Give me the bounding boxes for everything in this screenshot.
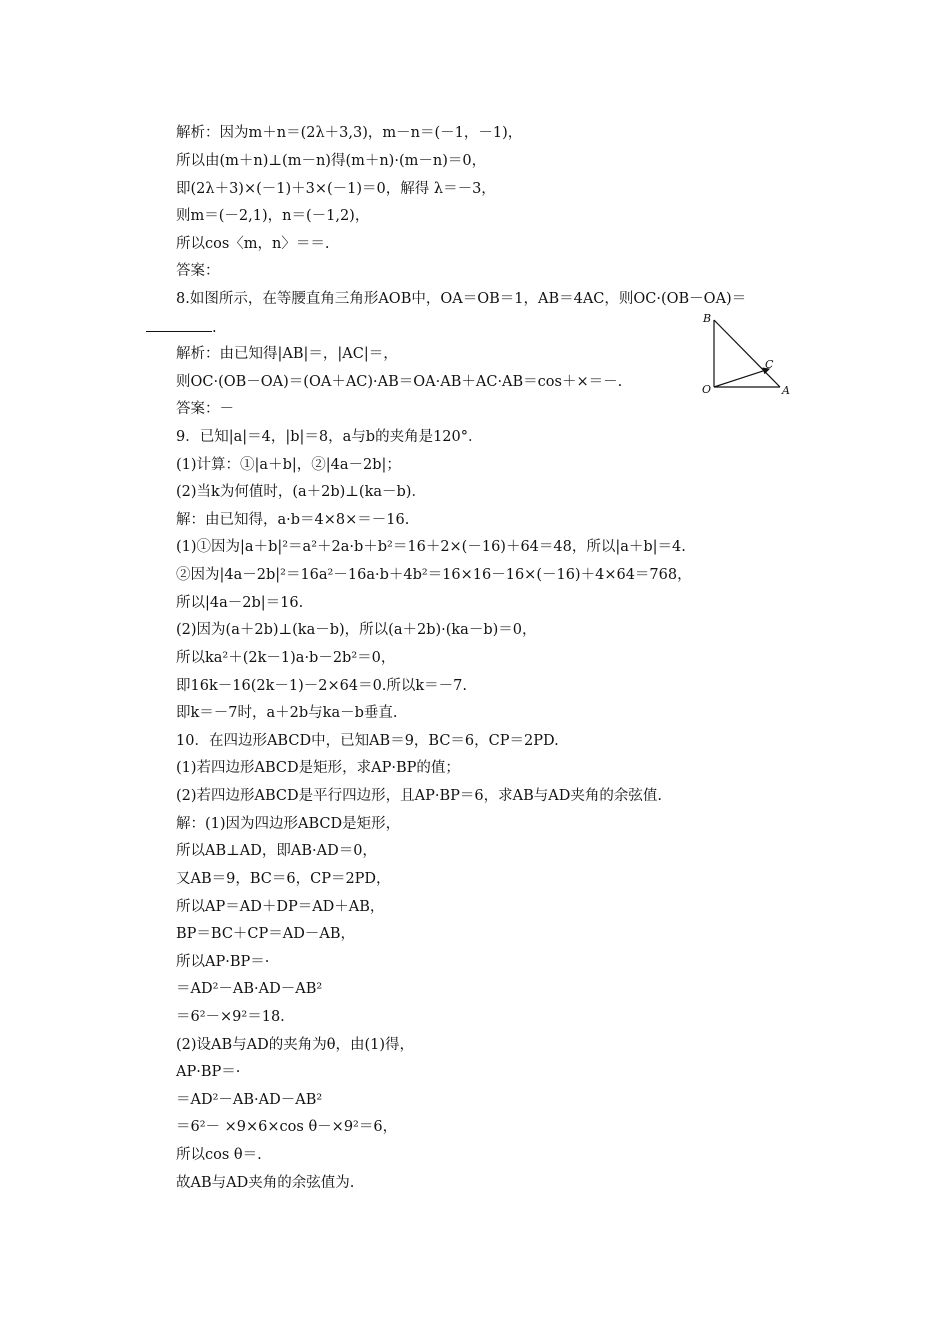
text-line: (1)计算：①|a＋b|，②|4a－2b|； — [176, 457, 401, 473]
text-line: (2)若四边形ABCD是平行四边形，且AP·BP＝6，求AB与AD夹角的余弦值. — [176, 788, 662, 804]
text-line: AP·BP＝· — [176, 1064, 241, 1080]
text-line: 解：由已知得，a·b＝4×8×＝－16. — [176, 512, 410, 528]
segment-oc — [714, 369, 769, 387]
text-line: ＝6²－ ×9×6×cos θ－×9²＝6， — [176, 1119, 398, 1135]
text-line: ＝AD²－AB·AD－AB² — [176, 1092, 323, 1108]
text-line: 所以AB⊥AD，即AB·AD＝0， — [176, 843, 377, 859]
text-line: 故AB与AD夹角的余弦值为. — [176, 1175, 355, 1191]
text-line: BP＝BC＋CP＝AD－AB， — [176, 926, 356, 942]
text-line: ＝AD²－AB·AD－AB² — [176, 981, 323, 997]
text-line: (2)设AB与AD的夹角为θ，由(1)得， — [176, 1037, 415, 1053]
text-line: 即16k－16(2k－1)－2×64＝0.所以k＝－7. — [176, 678, 468, 694]
problem-9: 9．已知|a|＝4，|b|＝8，a与b的夹角是120°． — [176, 429, 483, 445]
triangle-figure — [696, 308, 796, 400]
text-line: (2)因为(a＋2b)⊥(ka－b)，所以(a＋2b)·(ka－b)＝0， — [176, 622, 537, 638]
problem-8: 8.如图所示，在等腰直角三角形AOB中，OA＝OB＝1，AB＝4AC，则OC·(OB－OA)＝ — [176, 291, 747, 307]
text-line: 所以由(m＋n)⊥(m－n)得(m＋n)·(m－n)＝0， — [176, 153, 487, 169]
text-line: (2)当k为何值时，(a＋2b)⊥(ka－b)． — [176, 484, 426, 500]
answer-line: 答案：－ — [176, 401, 234, 417]
text-line: 解析：由已知得|AB|＝，|AC|＝， — [176, 346, 398, 362]
text-line: 解：(1)因为四边形ABCD是矩形， — [176, 816, 401, 832]
text-line: (1)若四边形ABCD是矩形，求AP·BP的值； — [176, 760, 460, 776]
text-line: 又AB＝9，BC＝6，CP＝2PD， — [176, 871, 391, 887]
text-line: 解析：因为m＋n＝(2λ＋3,3)，m－n＝(－1，－1)， — [176, 125, 523, 141]
text-line: ②因为|4a－2b|²＝16a²－16a·b＋4b²＝16×16－16×(－16)＋4×64＝768， — [176, 567, 692, 583]
text-line: 则m＝(－2,1)，n＝(－1,2)， — [176, 208, 370, 224]
text-line: 所以AP＝AD＋DP＝AD＋AB， — [176, 899, 385, 915]
text-line: 所以|4a－2b|＝16. — [176, 595, 304, 611]
text-line: ＝6²－×9²＝18. — [176, 1009, 285, 1025]
text-line: 则OC·(OB－OA)＝(OA＋AC)·AB＝OA·AB＋AC·AB＝cos＋×＝－. — [176, 374, 623, 390]
text-line: 所以ka²＋(2k－1)a·b－2b²＝0， — [176, 650, 396, 666]
text-line: (1)①因为|a＋b|²＝a²＋2a·b＋b²＝16＋2×(－16)＋64＝48，所以|a＋b|＝4. — [176, 539, 686, 555]
text-line: 所以AP·BP＝· — [176, 954, 270, 970]
text-line: 所以cos θ＝. — [176, 1147, 262, 1163]
text-line: 即(2λ＋3)×(－1)＋3×(－1)＝0，解得 λ＝－3， — [176, 181, 496, 197]
answer-blank — [146, 319, 212, 332]
label-a: A — [782, 384, 790, 397]
label-c: C — [765, 358, 774, 371]
answer-label: 答案： — [176, 263, 220, 279]
label-o: O — [702, 383, 712, 396]
text-line: 即k＝－7时，a＋2b与ka－b垂直. — [176, 705, 398, 721]
text-line: 所以cos〈m，n〉＝＝. — [176, 236, 330, 252]
problem-10: 10．在四边形ABCD中，已知AB＝9，BC＝6，CP＝2PD. — [176, 733, 559, 749]
label-b: B — [703, 312, 712, 325]
segment-ab — [714, 320, 780, 387]
answer-blank-line: . — [146, 318, 217, 338]
